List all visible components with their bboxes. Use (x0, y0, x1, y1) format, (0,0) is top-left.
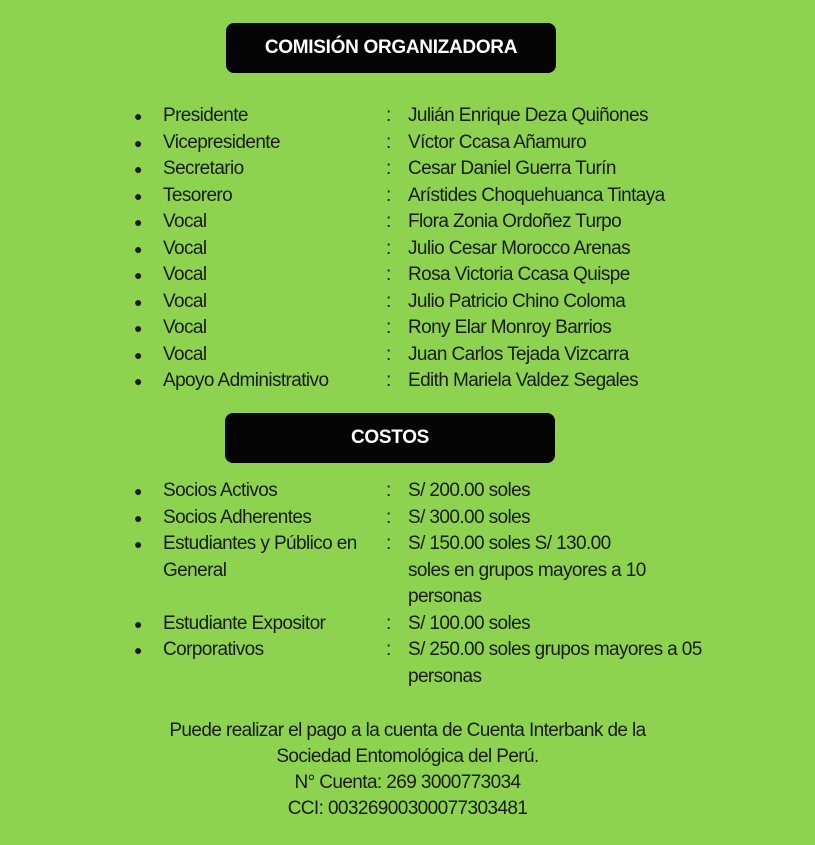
separator: : (386, 158, 391, 179)
separator: : (386, 264, 391, 285)
separator: : (386, 639, 391, 660)
costs-header (225, 413, 555, 463)
bullet-icon: ● (134, 615, 142, 632)
cost-price: S/ 250.00 soles grupos mayores a 05 personas (408, 639, 702, 687)
bullet-icon: ● (134, 214, 142, 230)
separator: : (386, 370, 391, 391)
member-role: Tesorero (163, 184, 233, 206)
list-item (130, 130, 728, 157)
organizing-committee-title: COMISIÓN ORGANIZADORA (264, 37, 518, 58)
bullet-icon: ● (134, 267, 142, 283)
list-item (130, 183, 728, 210)
payment-text-line: Puede realizar el pago a la cuenta de Cuenta Interbank de la (169, 720, 646, 741)
member-role: Vocal (163, 264, 207, 285)
separator: : (386, 290, 391, 312)
list-item (130, 236, 728, 263)
member-name: Juan Carlos Tejada Vizcarra (408, 343, 629, 365)
separator: : (386, 237, 391, 259)
member-role: Vocal (163, 211, 207, 232)
cost-category: Corporativos (163, 639, 264, 660)
cost-price: S/ 200.00 soles (408, 480, 530, 501)
cost-price: S/ 150.00 soles S/ 130.00 soles en grupos mayores a 10 personas (408, 533, 646, 607)
cost-category: Socios Activos (163, 480, 278, 501)
separator: : (386, 506, 391, 528)
list-item (130, 156, 728, 183)
member-name: Rosa Victoria Ccasa Quispe (408, 264, 630, 285)
list-item (130, 611, 728, 638)
member-name: Julio Patricio Chino Coloma (408, 290, 626, 312)
list-item (130, 505, 728, 532)
bullet-icon: ● (134, 483, 142, 499)
list-item (130, 103, 728, 130)
member-name: Víctor Ccasa Añamuro (408, 131, 587, 153)
member-role: Vicepresidente (163, 131, 280, 153)
organizing-committee-header (226, 23, 556, 73)
member-name: Cesar Daniel Guerra Turín (408, 158, 616, 179)
member-name: Arístides Choquehuanca Tintaya (408, 184, 665, 206)
costs-list (130, 478, 728, 690)
bullet-icon: ● (134, 536, 142, 552)
separator: : (386, 211, 391, 232)
bullet-icon: ● (134, 161, 142, 177)
member-name: Rony Elar Monroy Barrios (408, 317, 612, 338)
list-item (130, 262, 728, 289)
committee-member-list (130, 103, 728, 395)
member-name: Flora Zonia Ordoñez Turpo (408, 211, 622, 232)
cost-price: S/ 100.00 soles (408, 612, 530, 634)
list-item (130, 289, 728, 316)
list-item (130, 342, 728, 369)
member-role: Vocal (163, 317, 207, 338)
costs-title: COSTOS (350, 427, 430, 448)
separator: : (386, 131, 391, 153)
list-item (130, 315, 728, 342)
bullet-icon: ● (134, 346, 142, 363)
member-name: Edith Mariela Valdez Segales (408, 370, 638, 391)
account-number: N° Cuenta: 269 3000773034 (294, 772, 521, 793)
cost-category: Socios Adherentes (163, 506, 312, 528)
member-name: Julián Enrique Deza Quiñones (408, 105, 648, 126)
payment-info (0, 718, 815, 822)
list-item (130, 478, 728, 505)
list-item (130, 531, 728, 611)
bullet-icon: ● (134, 108, 142, 124)
separator: : (386, 612, 391, 634)
bullet-icon: ● (134, 187, 142, 204)
bullet-icon: ● (134, 134, 142, 151)
bullet-icon: ● (134, 320, 142, 336)
bullet-icon: ● (134, 509, 142, 526)
member-role: Vocal (163, 290, 207, 312)
list-item (130, 209, 728, 236)
separator: : (386, 184, 391, 206)
bullet-icon: ● (134, 240, 142, 257)
member-role: Secretario (163, 158, 244, 179)
payment-text-line: Sociedad Entomológica del Perú. (276, 746, 539, 767)
separator: : (386, 533, 391, 554)
list-item (130, 368, 728, 395)
member-name: Julio Cesar Morocco Arenas (408, 237, 631, 259)
list-item (130, 637, 728, 690)
bullet-icon: ● (134, 293, 142, 310)
cost-category: Estudiante Expositor (163, 612, 326, 634)
cost-price: S/ 300.00 soles (408, 506, 530, 528)
separator: : (386, 317, 391, 338)
member-role: Vocal (163, 237, 207, 259)
separator: : (386, 480, 391, 501)
member-role: Vocal (163, 343, 207, 365)
member-role: Apoyo Administrativo (163, 370, 329, 391)
bullet-icon: ● (134, 373, 142, 389)
member-role: Presidente (163, 105, 248, 126)
cci-number: CCI: 00326900300077303481 (287, 798, 528, 819)
cost-category: Estudiantes y Público en General (163, 533, 357, 581)
separator: : (386, 105, 391, 126)
separator: : (386, 343, 391, 365)
bullet-icon: ● (134, 642, 142, 658)
